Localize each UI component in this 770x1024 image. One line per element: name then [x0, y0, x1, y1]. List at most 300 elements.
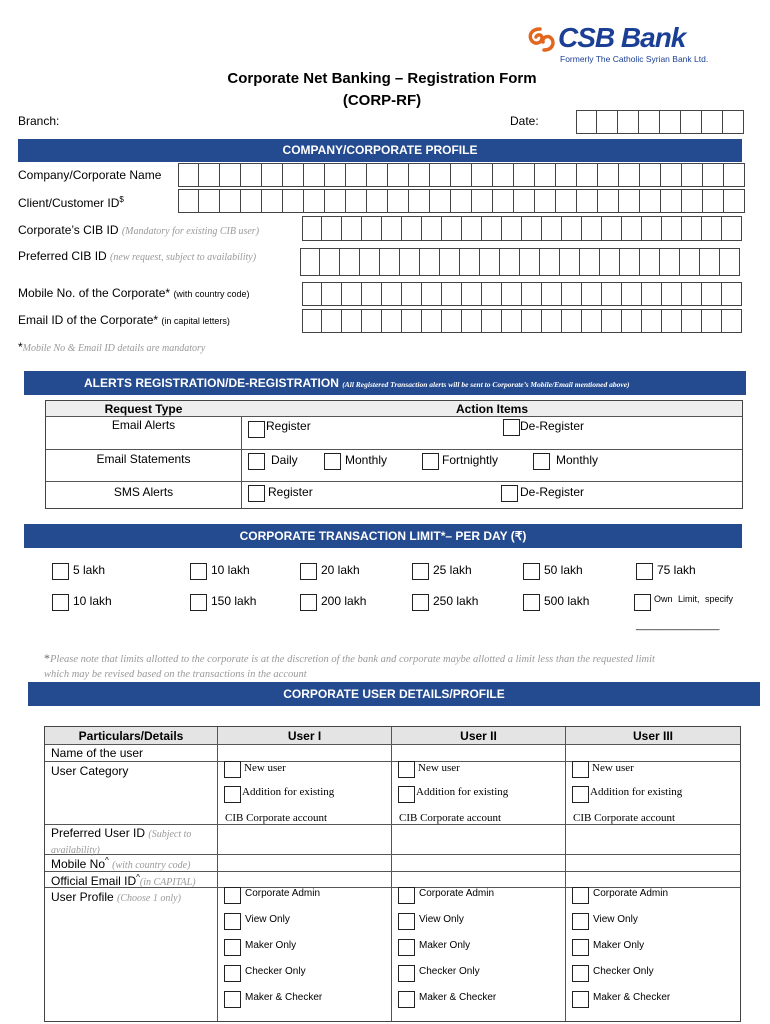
char-cell[interactable]	[442, 309, 462, 333]
sms-register-checkbox[interactable]	[248, 485, 265, 502]
limit-label: 500 lakh	[544, 594, 590, 608]
char-cell[interactable]	[514, 189, 535, 213]
statement-daily-label: Daily	[271, 453, 298, 467]
pref-user-id-text: Preferred User ID	[51, 826, 146, 840]
char-cell[interactable]	[722, 309, 742, 333]
char-cell[interactable]	[598, 189, 619, 213]
char-cell[interactable]	[302, 282, 322, 306]
limit-label: 200 lakh	[321, 594, 367, 608]
alerts-header-note: (All Registered Transaction alerts will be sent to Corporate’s Mobile/Email mentioned above)	[342, 380, 630, 389]
col-user-2: User II	[460, 729, 497, 743]
char-cell[interactable]	[322, 309, 342, 333]
char-cell[interactable]	[346, 189, 367, 213]
user2-role-checkbox[interactable]	[398, 887, 415, 904]
char-cell[interactable]	[502, 309, 522, 333]
limit-label: 10 lakh	[73, 594, 112, 608]
char-cell[interactable]	[577, 189, 598, 213]
char-cell[interactable]	[262, 189, 283, 213]
char-cell[interactable]	[199, 163, 220, 187]
user3-role-label: Maker Only	[593, 940, 645, 951]
char-cell[interactable]	[502, 216, 522, 241]
pref-cib-text: Preferred CIB ID	[18, 249, 107, 263]
limit-label: 25 lakh	[433, 563, 472, 577]
char-cell[interactable]	[502, 282, 522, 306]
char-cell[interactable]	[283, 163, 304, 187]
char-cell[interactable]	[402, 282, 422, 306]
corp-email-note: (in capital letters)	[161, 316, 230, 326]
limit-label: 5 lakh	[73, 563, 106, 577]
col-user-1: User I	[287, 729, 322, 743]
char-cell[interactable]	[682, 216, 702, 241]
char-cell[interactable]	[703, 163, 724, 187]
char-cell[interactable]	[440, 248, 460, 276]
user2-new-user-checkbox[interactable]	[398, 761, 415, 778]
limit-note-line1: Please note that limits allotted to the corporate is at the discretion of the bank and corporate maybe allotted a limit less than the requested limit	[50, 654, 655, 665]
corp-mobile-text: Mobile No. of the Corporate*	[18, 286, 171, 300]
char-cell[interactable]	[199, 189, 220, 213]
user3-addition-label: Addition for existing	[590, 786, 683, 798]
char-cell[interactable]	[703, 189, 724, 213]
char-cell[interactable]	[409, 163, 430, 187]
user3-role-label: Checker Only	[593, 966, 654, 977]
char-cell[interactable]	[600, 248, 620, 276]
char-cell[interactable]	[560, 248, 580, 276]
logo-tagline: Formerly The Catholic Syrian Bank Ltd.	[560, 54, 709, 64]
col-user-3: User III	[632, 729, 674, 743]
limit-note-star: *	[44, 651, 50, 665]
alerts-header	[24, 371, 746, 395]
logo-brand: CSB Bank	[558, 22, 686, 53]
user-email-label	[51, 873, 196, 888]
char-cell[interactable]	[582, 282, 602, 306]
user3-role-checkbox[interactable]	[572, 991, 589, 1008]
limit-checkbox[interactable]	[190, 594, 207, 611]
char-cell[interactable]	[562, 216, 582, 241]
user1-role-checkbox[interactable]	[224, 913, 241, 930]
char-cell[interactable]	[661, 163, 682, 187]
client-id-label	[18, 195, 124, 210]
char-cell[interactable]	[262, 163, 283, 187]
col-action-items: Action Items	[455, 402, 528, 416]
corp-mobile-note: (with country code)	[173, 289, 250, 299]
sms-deregister-label: De-Register	[520, 485, 585, 499]
char-cell[interactable]	[577, 163, 598, 187]
char-cell[interactable]	[682, 309, 702, 333]
char-cell[interactable]	[622, 282, 642, 306]
statement-monthly-checkbox[interactable]	[324, 453, 341, 470]
char-cell[interactable]	[382, 216, 402, 241]
char-cell[interactable]	[602, 282, 622, 306]
user1-role-label: Checker Only	[245, 966, 306, 977]
user-mobile-sup: ^	[105, 856, 109, 865]
char-cell[interactable]	[535, 163, 556, 187]
corp-email-text: Email ID of the Corporate*	[18, 313, 159, 327]
char-cell[interactable]	[682, 163, 703, 187]
char-cell[interactable]	[362, 216, 382, 241]
user2-role-label: Maker Only	[419, 940, 471, 951]
limit-label: 20 lakh	[321, 563, 360, 577]
limit-label: 250 lakh	[433, 594, 479, 608]
char-cell[interactable]	[340, 248, 360, 276]
char-cell[interactable]	[482, 309, 502, 333]
user2-addition-checkbox[interactable]	[398, 786, 415, 803]
char-cell[interactable]	[620, 248, 640, 276]
date-cell[interactable]	[576, 110, 597, 134]
sms-register-label: Register	[268, 485, 313, 499]
char-cell[interactable]	[400, 248, 420, 276]
col-request-type: Request Type	[104, 402, 183, 416]
date-field[interactable]	[576, 110, 744, 134]
char-cell[interactable]	[304, 189, 325, 213]
char-cell[interactable]	[493, 163, 514, 187]
char-cell[interactable]	[522, 309, 542, 333]
user1-role-label: View Only	[245, 914, 290, 925]
user1-role-label: Maker Only	[245, 940, 297, 951]
user2-role-label: View Only	[419, 914, 464, 925]
form-title: Corporate Net Banking – Registration Form	[227, 70, 537, 87]
statement-fortnightly-checkbox[interactable]	[422, 453, 439, 470]
client-id-sup: $	[119, 195, 124, 204]
client-id-field[interactable]	[178, 189, 745, 213]
char-cell[interactable]	[640, 248, 660, 276]
char-cell[interactable]	[642, 309, 662, 333]
char-cell[interactable]	[642, 216, 662, 241]
user2-role-checkbox[interactable]	[398, 913, 415, 930]
char-cell[interactable]	[640, 189, 661, 213]
user2-role-label: Corporate Admin	[419, 888, 495, 899]
user2-new-user-label: New user	[418, 762, 460, 774]
sms-alerts-label: SMS Alerts	[113, 485, 174, 499]
user3-role-checkbox[interactable]	[572, 887, 589, 904]
user-email-note: (in CAPITAL)	[139, 877, 196, 888]
statement-daily-checkbox[interactable]	[248, 453, 265, 470]
char-cell[interactable]	[722, 282, 742, 306]
char-cell[interactable]	[556, 189, 577, 213]
email-statements-label: Email Statements	[96, 452, 191, 466]
char-cell[interactable]	[493, 189, 514, 213]
char-cell[interactable]	[602, 309, 622, 333]
char-cell[interactable]	[702, 309, 722, 333]
user-mobile-text: Mobile No	[51, 857, 106, 871]
char-cell[interactable]	[542, 309, 562, 333]
user2-role-checkbox[interactable]	[398, 965, 415, 982]
char-cell[interactable]	[662, 309, 682, 333]
char-cell[interactable]	[430, 189, 451, 213]
statement-monthly2-label: Monthly	[556, 453, 599, 467]
user-mobile-label	[51, 856, 190, 871]
char-cell[interactable]	[402, 216, 422, 241]
char-cell[interactable]	[178, 189, 199, 213]
char-cell[interactable]	[430, 163, 451, 187]
char-cell[interactable]	[682, 282, 702, 306]
limit-label: 75 lakh	[657, 563, 696, 577]
user3-role-checkbox[interactable]	[572, 913, 589, 930]
char-cell[interactable]	[409, 189, 430, 213]
char-cell[interactable]	[522, 282, 542, 306]
user2-role-checkbox[interactable]	[398, 991, 415, 1008]
user3-new-user-label: New user	[592, 762, 634, 774]
pref-cib-label	[18, 249, 256, 263]
char-cell[interactable]	[582, 216, 602, 241]
sms-deregister-checkbox[interactable]	[501, 485, 518, 502]
users-header: CORPORATE USER DETAILS/PROFILE	[28, 682, 760, 706]
char-cell[interactable]	[662, 216, 682, 241]
char-cell[interactable]	[325, 189, 346, 213]
user1-new-user-label: New user	[244, 762, 286, 774]
char-cell[interactable]	[283, 189, 304, 213]
user1-role-checkbox[interactable]	[224, 887, 241, 904]
limit-note-line2: which may be revised based on the transactions in the account	[44, 669, 307, 680]
char-cell[interactable]	[582, 309, 602, 333]
char-cell[interactable]	[241, 163, 262, 187]
user2-role-label: Checker Only	[419, 966, 480, 977]
char-cell[interactable]	[220, 163, 241, 187]
char-cell[interactable]	[619, 189, 640, 213]
user3-role-label: Maker & Checker	[593, 992, 671, 1003]
char-cell[interactable]	[322, 216, 342, 241]
char-cell[interactable]	[660, 248, 680, 276]
limit-label: 50 lakh	[544, 563, 583, 577]
char-cell[interactable]	[346, 163, 367, 187]
char-cell[interactable]	[480, 248, 500, 276]
limit-checkbox[interactable]	[190, 563, 207, 580]
user3-addition-checkbox[interactable]	[572, 786, 589, 803]
user2-addition-label: Addition for existing	[416, 786, 509, 798]
char-cell[interactable]	[462, 309, 482, 333]
statement-fortnightly-label: Fortnightly	[442, 453, 499, 467]
char-cell[interactable]	[640, 163, 661, 187]
company-name-field[interactable]	[178, 163, 745, 187]
mandatory-star: *	[18, 340, 23, 354]
user-profile-note: (Choose 1 only)	[117, 893, 181, 904]
char-cell[interactable]	[542, 282, 562, 306]
statement-monthly2-checkbox[interactable]	[533, 453, 550, 470]
char-cell[interactable]	[700, 248, 720, 276]
pref-user-id-label	[51, 826, 191, 858]
char-cell[interactable]	[522, 216, 542, 241]
form-code: (CORP-RF)	[342, 92, 422, 109]
limit-checkbox[interactable]	[523, 563, 540, 580]
char-cell[interactable]	[542, 216, 562, 241]
user3-new-user-checkbox[interactable]	[572, 761, 589, 778]
user2-role-label: Maker & Checker	[419, 992, 497, 1003]
char-cell[interactable]	[342, 309, 362, 333]
char-cell[interactable]	[402, 309, 422, 333]
char-cell[interactable]	[702, 216, 722, 241]
char-cell[interactable]	[682, 189, 703, 213]
cib-id-note: (Mandatory for existing CIB user)	[121, 226, 260, 237]
char-cell[interactable]	[380, 248, 400, 276]
user1-role-checkbox[interactable]	[224, 965, 241, 982]
user3-role-label: View Only	[593, 914, 638, 925]
char-cell[interactable]	[382, 309, 402, 333]
date-label: Date:	[510, 114, 539, 128]
char-cell[interactable]	[622, 309, 642, 333]
char-cell[interactable]	[562, 282, 582, 306]
user1-addition-label: Addition for existing	[242, 786, 335, 798]
char-cell[interactable]	[580, 248, 600, 276]
char-cell[interactable]	[302, 216, 322, 241]
limit-checkbox[interactable]	[300, 563, 317, 580]
char-cell[interactable]	[388, 189, 409, 213]
char-cell[interactable]	[562, 309, 582, 333]
char-cell[interactable]	[462, 216, 482, 241]
char-cell[interactable]	[451, 189, 472, 213]
char-cell[interactable]	[540, 248, 560, 276]
char-cell[interactable]	[422, 309, 442, 333]
pref-user-id-note1: (Subject to	[148, 829, 192, 840]
user3-cib-account-label: CIB Corporate account	[573, 812, 676, 824]
char-cell[interactable]	[178, 163, 199, 187]
char-cell[interactable]	[598, 163, 619, 187]
limit-header: CORPORATE TRANSACTION LIMIT*– PER DAY (₹)	[24, 524, 742, 548]
char-cell[interactable]	[724, 189, 745, 213]
limit-own-input-line[interactable]: _______________	[636, 620, 720, 631]
profile-header: COMPANY/CORPORATE PROFILE	[18, 139, 742, 162]
limit-label: 10 lakh	[211, 563, 250, 577]
corp-email-label	[18, 313, 230, 327]
user3-role-checkbox[interactable]	[572, 939, 589, 956]
csb-swirl-icon	[526, 26, 556, 54]
email-alerts-register-label: Register	[266, 419, 311, 433]
email-alerts-deregister-checkbox[interactable]	[503, 419, 520, 436]
user3-role-checkbox[interactable]	[572, 965, 589, 982]
char-cell[interactable]	[514, 163, 535, 187]
mandatory-note	[18, 340, 205, 354]
user1-new-user-checkbox[interactable]	[224, 761, 241, 778]
char-cell[interactable]	[360, 248, 380, 276]
bank-logo	[526, 24, 716, 68]
char-cell[interactable]	[724, 163, 745, 187]
statement-monthly-label: Monthly	[345, 453, 388, 467]
char-cell[interactable]	[367, 163, 388, 187]
char-cell[interactable]	[642, 282, 662, 306]
branch-label: Branch:	[18, 114, 60, 128]
user-name-label: Name of the user	[51, 746, 144, 760]
char-cell[interactable]	[322, 282, 342, 306]
char-cell[interactable]	[720, 248, 740, 276]
char-cell[interactable]	[420, 248, 440, 276]
email-alerts-register-checkbox[interactable]	[248, 421, 265, 438]
date-cell[interactable]	[639, 110, 660, 134]
date-cell[interactable]	[723, 110, 744, 134]
char-cell[interactable]	[304, 163, 325, 187]
user3-role-label: Corporate Admin	[593, 888, 669, 899]
char-cell[interactable]	[661, 189, 682, 213]
user1-role-label: Corporate Admin	[245, 888, 321, 899]
char-cell[interactable]	[300, 248, 320, 276]
char-cell[interactable]	[602, 216, 622, 241]
char-cell[interactable]	[722, 216, 742, 241]
user1-role-checkbox[interactable]	[224, 991, 241, 1008]
char-cell[interactable]	[302, 309, 322, 333]
date-cell[interactable]	[618, 110, 639, 134]
pref-user-id-note2: availability)	[51, 845, 100, 856]
limit-checkbox[interactable]	[412, 594, 429, 611]
char-cell[interactable]	[622, 216, 642, 241]
char-cell[interactable]	[442, 216, 462, 241]
company-name-label: Company/Corporate Name	[18, 168, 162, 182]
limit-own-checkbox[interactable]	[634, 594, 651, 611]
date-cell[interactable]	[660, 110, 681, 134]
char-cell[interactable]	[342, 282, 362, 306]
char-cell[interactable]	[320, 248, 340, 276]
user-profile-text: User Profile	[51, 890, 114, 904]
col-particulars: Particulars/Details	[78, 729, 184, 743]
user2-role-checkbox[interactable]	[398, 939, 415, 956]
char-cell[interactable]	[362, 309, 382, 333]
limit-checkbox[interactable]	[636, 563, 653, 580]
email-alerts-label: Email Alerts	[111, 418, 176, 432]
char-cell[interactable]	[382, 282, 402, 306]
corp-mobile-field[interactable]	[302, 282, 742, 306]
char-cell[interactable]	[472, 163, 493, 187]
date-cell[interactable]	[597, 110, 618, 134]
char-cell[interactable]	[556, 163, 577, 187]
client-id-text: Client/Customer ID	[18, 196, 120, 210]
char-cell[interactable]	[619, 163, 640, 187]
char-cell[interactable]	[442, 282, 462, 306]
user-mobile-note: (with country code)	[112, 860, 191, 871]
char-cell[interactable]	[325, 163, 346, 187]
char-cell[interactable]	[662, 282, 682, 306]
user1-role-label: Maker & Checker	[245, 992, 323, 1003]
char-cell[interactable]	[220, 189, 241, 213]
user-email-text: Official Email ID	[51, 874, 137, 888]
limit-checkbox[interactable]	[52, 594, 69, 611]
char-cell[interactable]	[422, 216, 442, 241]
user1-role-checkbox[interactable]	[224, 939, 241, 956]
char-cell[interactable]	[702, 282, 722, 306]
alerts-header-text: ALERTS REGISTRATION/DE-REGISTRATION	[84, 376, 339, 390]
email-alerts-deregister-label: De-Register	[520, 419, 585, 433]
char-cell[interactable]	[520, 248, 540, 276]
user1-cib-account-label: CIB Corporate account	[225, 812, 328, 824]
char-cell[interactable]	[482, 216, 502, 241]
date-cell[interactable]	[681, 110, 702, 134]
user1-addition-checkbox[interactable]	[224, 786, 241, 803]
char-cell[interactable]	[342, 216, 362, 241]
limit-checkbox[interactable]	[523, 594, 540, 611]
limit-checkbox[interactable]	[52, 563, 69, 580]
char-cell[interactable]	[362, 282, 382, 306]
mandatory-text: Mobile No & Email ID details are mandatory	[22, 343, 206, 354]
date-cell[interactable]	[702, 110, 723, 134]
limit-label: 150 lakh	[211, 594, 257, 608]
char-cell[interactable]	[367, 189, 388, 213]
corp-email-field[interactable]	[302, 309, 742, 333]
pref-cib-field[interactable]	[300, 248, 740, 276]
char-cell[interactable]	[482, 282, 502, 306]
char-cell[interactable]	[472, 189, 493, 213]
char-cell[interactable]	[500, 248, 520, 276]
limit-checkbox[interactable]	[300, 594, 317, 611]
char-cell[interactable]	[422, 282, 442, 306]
pref-cib-note: (new request, subject to availability)	[110, 252, 257, 263]
char-cell[interactable]	[535, 189, 556, 213]
char-cell[interactable]	[388, 163, 409, 187]
cib-id-text: Corporate’s CIB ID	[18, 223, 119, 237]
user2-cib-account-label: CIB Corporate account	[399, 812, 502, 824]
cib-id-label	[18, 223, 259, 237]
char-cell[interactable]	[680, 248, 700, 276]
char-cell[interactable]	[451, 163, 472, 187]
char-cell[interactable]	[462, 282, 482, 306]
limit-checkbox[interactable]	[412, 563, 429, 580]
cib-id-field[interactable]	[302, 216, 742, 241]
char-cell[interactable]	[460, 248, 480, 276]
char-cell[interactable]	[241, 189, 262, 213]
